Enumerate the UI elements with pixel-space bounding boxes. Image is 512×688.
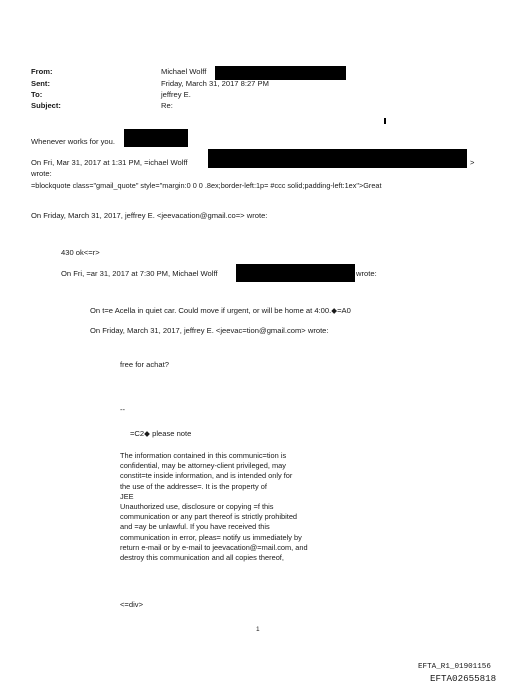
subject-value: Re:: [161, 101, 173, 110]
subject-label: Subject:: [31, 101, 61, 110]
sent-label: Sent:: [31, 79, 50, 88]
to-label: To:: [31, 90, 43, 99]
disclaimer-line: communication or any part thereof is strictly prohibited: [120, 512, 298, 522]
quote-header: On Fri, =ar 31, 2017 at 7:30 PM, Michael Wolff: [61, 269, 218, 278]
redaction-box: [236, 264, 355, 282]
footer-id-secondary: EFTA02655818: [430, 673, 497, 684]
disclaimer-line: Unauthorized use, disclosure or copying =f this: [120, 502, 274, 512]
quote-header: On Friday, March 31, 2017, jeffrey E. <jeevacation@gmail.co=> wrote:: [31, 211, 268, 220]
disclaimer-line: JEE: [120, 491, 134, 501]
to-value: jeffrey E.: [161, 90, 191, 99]
quote-trail: >: [470, 158, 475, 167]
disclaimer-line: communication in error, pleas= notify us immediately by: [120, 532, 302, 542]
sent-value: Friday, March 31, 2017 8:27 PM: [161, 79, 269, 88]
disclaimer-line: constit=te inside information, and is intended only for: [120, 471, 293, 481]
quote-wrote: wrote:: [356, 269, 377, 278]
redaction-box: [124, 129, 188, 147]
message-line: 430 ok<=r>: [61, 248, 100, 257]
please-note-line: =C2◆ please note: [130, 429, 192, 438]
signature-separator: --: [120, 405, 126, 414]
scan-mark: [384, 118, 386, 124]
message-line: On t=e Acella in quiet car. Could move if urgent, or will be home at 4:00.◆=A0: [90, 306, 351, 315]
quote-header: On Friday, March 31, 2017, jeffrey E. <jeevac=tion@gmail.com> wrote:: [90, 326, 329, 335]
quote-header: On Fri, Mar 31, 2017 at 1:31 PM, =ichael Wolff: [31, 158, 188, 167]
reply-text: Whenever works for you.: [31, 137, 115, 146]
disclaimer-line: the use of the addresse=. It is the property of: [120, 481, 267, 491]
disclaimer-paragraph: [120, 451, 308, 563]
quote-wrote: wrote:: [31, 169, 52, 178]
disclaimer-line: confidential, may be attorney-client privileged, may: [120, 461, 286, 471]
closing-tag-line: <=div>: [120, 600, 144, 609]
redaction-box: [215, 66, 346, 80]
disclaimer-line: destroy this communication and all copies thereof,: [120, 553, 284, 563]
footer-id-primary: EFTA_R1_01901156: [418, 663, 491, 671]
redaction-box: [208, 149, 467, 168]
disclaimer-line: and =ay be unlawful. If you have received this: [120, 522, 270, 532]
from-value: Michael Wolff: [161, 67, 207, 76]
from-label: From:: [31, 67, 53, 76]
disclaimer-line: return e-mail or by e-mail to jeevacation@=mail.com, and: [120, 542, 308, 552]
page-number: 1: [256, 626, 260, 633]
quote-markup: =blockquote class="gmail_quote" style="margin:0 0 0 .8ex;border-left:1p= #ccc solid;padding-left:1ex">Great: [31, 181, 382, 190]
disclaimer-line: The information contained in this communic=tion is: [120, 451, 287, 460]
message-line: free for achat?: [120, 360, 169, 369]
